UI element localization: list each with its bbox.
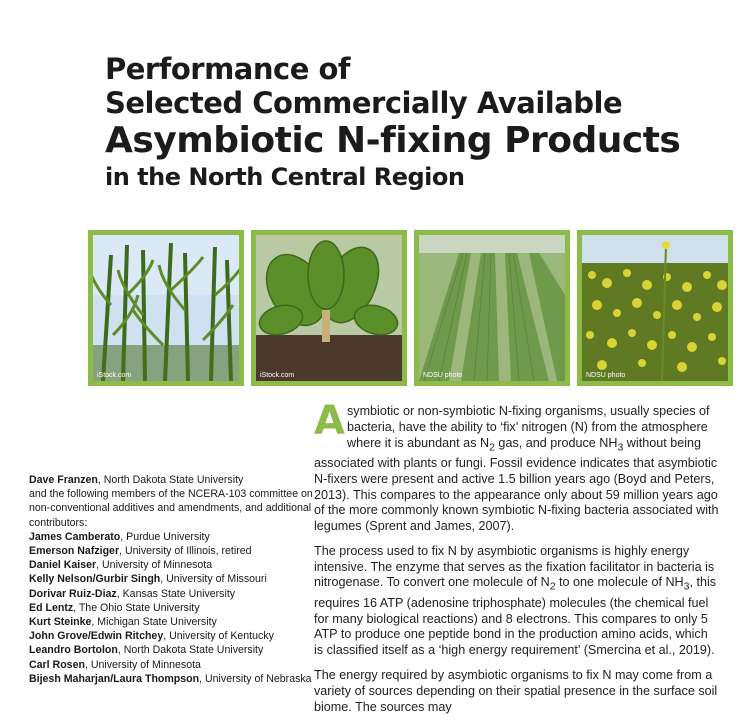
- photo-canola: [577, 230, 733, 386]
- title-line-4: in the North Central Region: [105, 163, 465, 191]
- photo-corn: [88, 230, 244, 386]
- contributor-name: Leandro Bortolon: [29, 644, 118, 657]
- contributor-affiliation: , North Dakota State University: [117, 644, 264, 657]
- body-text: [314, 398, 719, 724]
- subscript: 3: [617, 441, 624, 454]
- title-line-2: Selected Commercially Available: [105, 86, 623, 120]
- p1-text-a: symbiotic or non-symbiotic N-fixing organisms, usually species of bacteria, have the ability to ‘fix’ nitrogen (N) from the atmosphere where it is abundant as N: [346, 404, 710, 450]
- contributor-name: Carl Rosen: [29, 658, 85, 671]
- p1-text-c: without being associated with plants or fungi. Fossil evidence indicates that asymbiotic N-fixers were present and active 1.5 billion years ago (Boyd and Peters, 2013). This compares to the appearance only about 59 million years ago of the more commonly known symbiotic N-fixing bacteria associated with legumes (Sprent and James, 2007).: [314, 435, 719, 534]
- contributor-affiliation: , University of Nebraska: [199, 672, 312, 685]
- photo-strip: [88, 230, 738, 390]
- p2-text-a: The process used to fix N by asymbiotic organisms is highly energy intensive. The enzyme that serves as the fixation facilitator in bacteria is nitrogenase. To convert one molecule of N: [314, 543, 715, 590]
- corn-image: [93, 235, 239, 381]
- contributors-block: [29, 473, 319, 686]
- p2-text-b: to one molecule of NH: [555, 575, 684, 590]
- lead-author-affiliation: , North Dakota State University: [97, 474, 244, 486]
- title-line-1: Performance of: [105, 52, 350, 86]
- subscript: 2: [549, 581, 556, 593]
- contributor-row: [29, 658, 319, 672]
- contributor-row: [29, 572, 319, 586]
- photo-credit-3: NDSU photo: [423, 372, 463, 379]
- subscript: 3: [683, 581, 690, 593]
- contributor-affiliation: , University of Missouri: [160, 573, 267, 586]
- photo-credit-4: NDSU photo: [586, 372, 626, 379]
- canola-image: [582, 235, 728, 381]
- contributor-row: [29, 530, 319, 544]
- contributor-affiliation: , University of Minnesota: [96, 559, 213, 572]
- sugarbeet-image: [256, 235, 402, 381]
- contributor-name: John Grove/Edwin Ritchey: [29, 630, 164, 643]
- title-line-3: Asymbiotic N-fixing Products: [105, 120, 681, 161]
- photo-credit-2: iStock.com: [260, 372, 295, 379]
- contributor-row: [29, 672, 319, 686]
- photo-credit-1: iStock.com: [97, 372, 132, 379]
- photo-wheat-plots: [414, 230, 570, 386]
- body-paragraph-2: [314, 544, 719, 659]
- contributor-name: Ed Lentz: [29, 601, 74, 614]
- contributor-affiliation: , Purdue University: [120, 530, 210, 543]
- contributor-name: James Camberato: [29, 530, 121, 543]
- contributor-affiliation: , University of Minnesota: [84, 658, 201, 671]
- p1-text-b: gas, and produce NH: [494, 435, 618, 450]
- contributor-name: Emerson Nafziger: [29, 545, 120, 558]
- contributor-name: Dorivar Ruiz-Diaz: [29, 587, 117, 600]
- contributor-name: Bijesh Maharjan/Laura Thompson: [29, 672, 200, 685]
- contributor-row: [29, 558, 319, 572]
- contributor-affiliation: , University of Kentucky: [163, 630, 274, 643]
- page-title: [105, 52, 680, 192]
- contributor-affiliation: , University of Illinois, retired: [119, 545, 252, 558]
- lead-author: [29, 473, 319, 487]
- contributor-row: [29, 587, 319, 601]
- wheat-plots-image: [419, 235, 565, 381]
- lead-author-name: Dave Franzen: [29, 474, 98, 486]
- contributor-affiliation: , Michigan State University: [91, 616, 217, 629]
- committee-text: and the following members of the NCERA-103 committee on non-conventional additives and amendments, and additional contributors:: [29, 488, 313, 529]
- contributor-row: [29, 601, 319, 615]
- contributor-affiliation: , The Ohio State University: [73, 601, 200, 614]
- drop-cap: A: [314, 398, 345, 444]
- body-paragraph-3: The energy required by asymbiotic organisms to fix N may come from a variety of sources depending on their spatial presence in the surface soil biome. The sources may: [314, 667, 718, 714]
- subscript: 2: [489, 441, 495, 454]
- contributor-name: Kurt Steinke: [29, 616, 92, 629]
- contributor-row: [29, 629, 319, 643]
- contributor-row: [29, 615, 319, 629]
- contributor-row: [29, 544, 319, 558]
- p2-text-c: , this requires 16 ATP (adenosine triphosphate) molecules (the chemical fuel for many biological reactions) and 8 electrons. This compares to only 5 ATP to produce one peptide bond in the production amino acids, which is classified itself as a ‘high energy requirement’ (Smercina et al., 2019).: [314, 575, 717, 658]
- contributor-row: [29, 643, 319, 657]
- body-paragraph-1: [314, 398, 719, 535]
- contributor-affiliation: , Kansas State University: [116, 587, 236, 600]
- contributor-name: Daniel Kaiser: [29, 559, 97, 572]
- contributor-name: Kelly Nelson/Gurbir Singh: [29, 573, 161, 586]
- photo-sugarbeet: [251, 230, 407, 386]
